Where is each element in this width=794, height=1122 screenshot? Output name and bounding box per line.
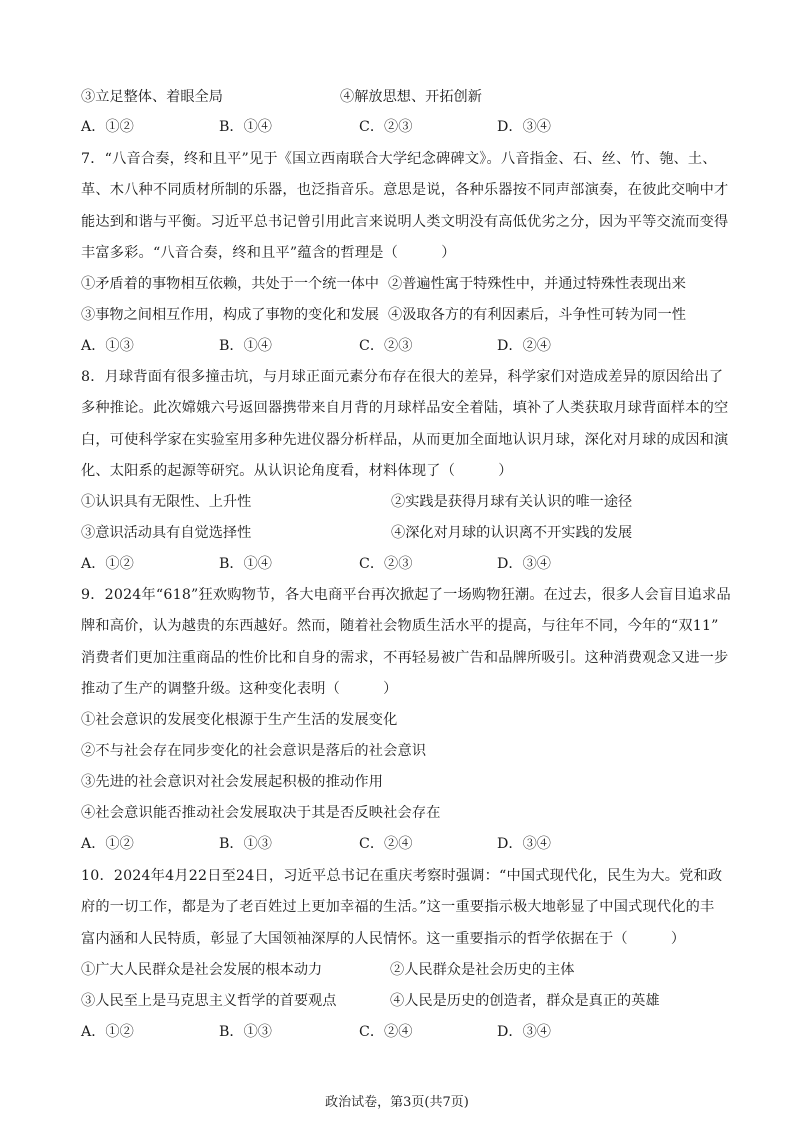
- q8-stem-line: 8．月球背面有很多撞击坑，与月球正面元素分布存在很大的差异，科学家们对造成差异的原因给出了: [81, 369, 724, 385]
- option-row: [81, 960, 721, 980]
- option-4: ④汲取各方的有利因素后，斗争性可转为同一性: [388, 307, 686, 323]
- q10-stem-line: 10．2024年4月22日至24日，习近平总书记在重庆考察时强调：“中国式现代化，民生为大。党和政: [81, 868, 723, 884]
- option-3: ③先进的社会意识对社会发展起积极的推动作用: [81, 774, 384, 790]
- option-row: [81, 492, 721, 512]
- q10-stem-line: 府的一切工作，都是为了老百姓过上更加幸福的生活。”这一重要指示极大地彰显了中国式现代化的丰: [81, 899, 715, 915]
- option-row: [81, 87, 721, 107]
- q9-stem-line: 9．2024年“618”狂欢购物节，各大电商平台再次掀起了一场购物狂潮。在过去，很多人会盲目追求品: [81, 587, 731, 603]
- answer-d: D．②④: [497, 338, 551, 354]
- answer-b: B．①④: [219, 119, 272, 135]
- answer-b: B．①③: [219, 836, 272, 852]
- option-2: ②普遍性寓于特殊性中，并通过特殊性表现出来: [388, 276, 686, 292]
- option-4: ④社会意识能否推动社会发展取决于其是否反映社会存在: [81, 805, 441, 821]
- answer-b: B．①③: [219, 1024, 272, 1040]
- option-2: ②人民群众是社会历史的主体: [390, 962, 575, 978]
- answer-a: A．①②: [81, 119, 134, 135]
- q9-stem-line: 消费者们更加注重商品的性价比和自身的需求，不再轻易被广告和品牌所吸引。这种消费观念又进一步: [81, 650, 729, 666]
- option-2: ②实践是获得月球有关认识的唯一途径: [391, 494, 633, 510]
- answer-d: D．③④: [497, 1024, 551, 1040]
- option-1: ①矛盾着的事物相互依赖，共处于一个统一体中: [81, 276, 379, 292]
- q7-stem-line: 革、木八种不同质材所制的乐器，也泛指音乐。意思是说，各种乐器按不同声部演奏，在彼此交响中才: [81, 182, 729, 198]
- option-2: ②不与社会存在同步变化的社会意识是落后的社会意识: [81, 743, 427, 759]
- option-3: ③立足整体、着眼全局: [81, 89, 223, 105]
- q7-stem-line: 7．“八音合奏，终和且平”见于《国立西南联合大学纪念碑碑文》。八音指金、石、丝、竹、匏、土、: [81, 151, 717, 167]
- answer-d: D．③④: [497, 119, 551, 135]
- answer-a: A．①②: [81, 836, 134, 852]
- answer-a: A．①③: [81, 338, 134, 354]
- answer-b: B．①④: [219, 556, 272, 572]
- option-1: ①认识具有无限性、上升性: [81, 494, 252, 510]
- option-row: [81, 274, 721, 294]
- answer-c: C．②④: [359, 1024, 413, 1040]
- option-4: ④解放思想、开拓创新: [340, 89, 482, 105]
- option-4: ④人民是历史的创造者，群众是真正的英雄: [390, 993, 660, 1009]
- answer-d: D．③④: [497, 836, 551, 852]
- option-3: ③人民至上是马克思主义哲学的首要观点: [81, 993, 337, 1009]
- option-row: [81, 523, 721, 543]
- answer-c: C．②③: [359, 338, 413, 354]
- q10-stem-line: 富内涵和人民特质，彰显了大国领袖深厚的人民情怀。这一重要指示的哲学依据在于（ ）: [81, 931, 686, 947]
- option-row: [81, 991, 721, 1011]
- answer-row: [81, 834, 721, 854]
- answer-c: C．②③: [359, 556, 413, 572]
- answer-row: [81, 554, 721, 574]
- answer-a: A．①②: [81, 1024, 134, 1040]
- q8-stem-line: 白，可使科学家在实验室用多种先进仪器分析样品，从而更加全面地认识月球，深化对月球的成因和演: [81, 432, 729, 448]
- answer-c: C．②③: [359, 119, 413, 135]
- q8-stem-line: 多种推论。此次嫦娥六号返回器携带来自月背的月球样品安全着陆，填补了人类获取月球背面样本的空: [81, 400, 729, 416]
- answer-row: [81, 1022, 721, 1042]
- answer-row: [81, 117, 721, 137]
- q9-stem-line: 牌和高价，认为越贵的东西越好。然而，随着社会物质生活水平的提高，与往年不同，今年的“双11”: [81, 618, 719, 634]
- option-3: ③事物之间相互作用，构成了事物的变化和发展: [81, 307, 379, 323]
- option-row: [81, 305, 721, 325]
- q9-stem-line: 推动了生产的调整升级。这种变化表明（ ）: [81, 681, 398, 697]
- option-4: ④深化对月球的认识离不开实践的发展: [391, 525, 633, 541]
- q8-stem-line: 化、太阳系的起源等研究。从认识论角度看，材料体现了（ ）: [81, 463, 513, 479]
- answer-row: [81, 336, 721, 356]
- q7-stem-line: 丰富多彩。“八音合奏，终和且平”蕴含的哲理是（ ）: [81, 245, 456, 261]
- q7-stem-line: 能达到和谐与平衡。习近平总书记曾引用此言来说明人类文明没有高低优劣之分，因为平等交流而变得: [81, 214, 729, 230]
- answer-c: C．②④: [359, 836, 413, 852]
- page-footer: 政治试卷，第3页(共7页): [325, 1095, 469, 1110]
- answer-b: B．①④: [219, 338, 272, 354]
- option-1: ①社会意识的发展变化根源于生产生活的发展变化: [81, 712, 398, 728]
- option-3: ③意识活动具有自觉选择性: [81, 525, 252, 541]
- answer-a: A．①②: [81, 556, 134, 572]
- option-1: ①广大人民群众是社会发展的根本动力: [81, 962, 323, 978]
- answer-d: D．③④: [497, 556, 551, 572]
